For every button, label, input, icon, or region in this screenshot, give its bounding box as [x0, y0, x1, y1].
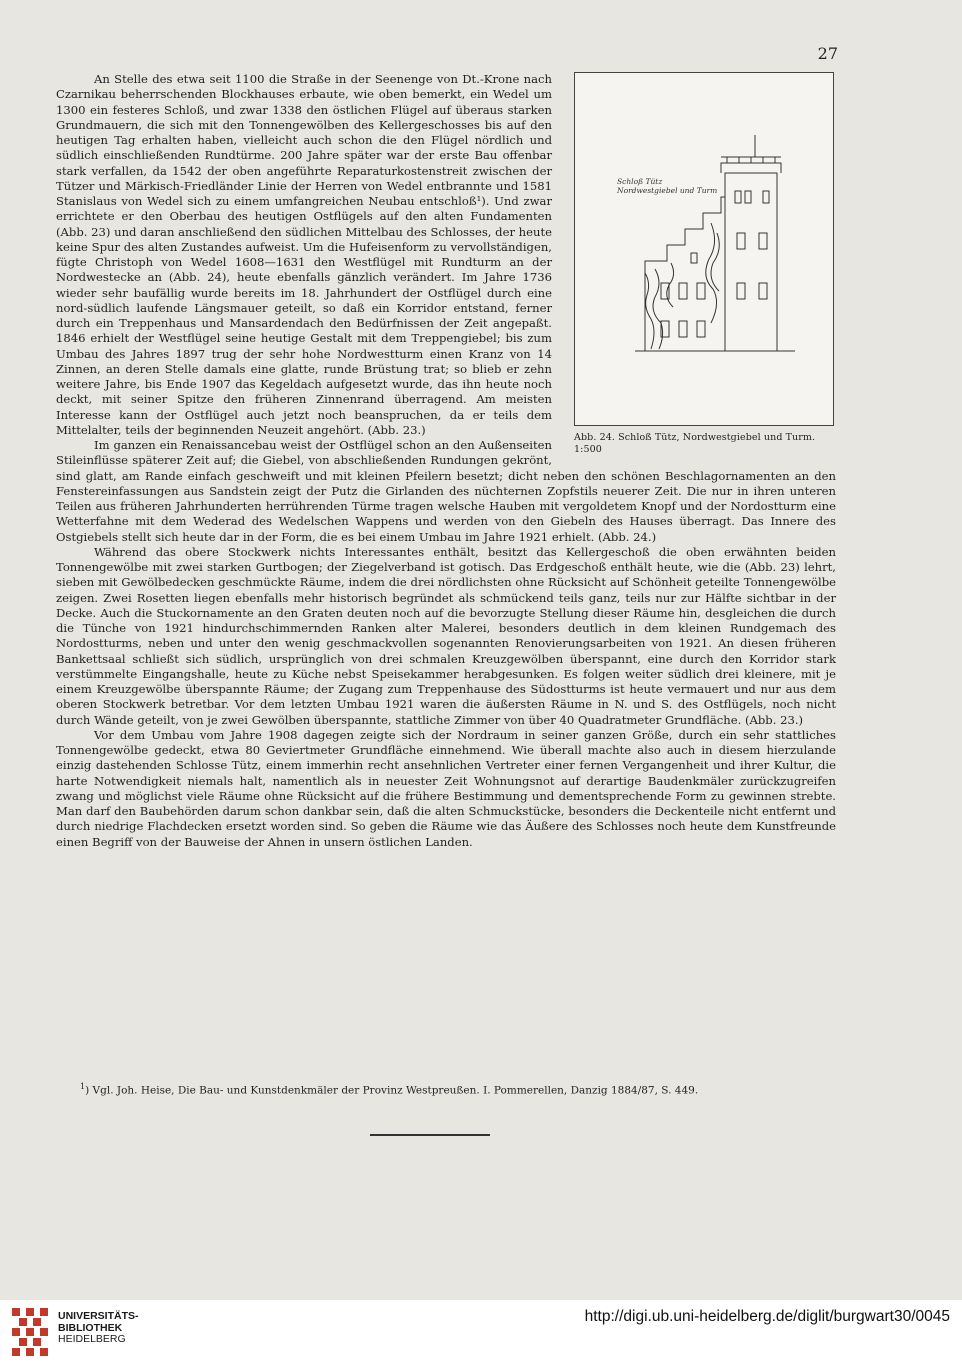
figure-inscription-title: Schloß Tütz	[617, 177, 663, 186]
footnote-mark: 1	[80, 1082, 86, 1091]
paragraph: Vor dem Umbau vom Jahre 1908 dagegen zeigte sich der Nordraum in seiner ganzen Größe, durch ein sehr stattliches Tonnengewölbe gedeckt, etwa 80 Geviertmeter Grundfläche einnehmend. Wie überall machte also auch in diesem hierzulande einzig dastehenden Schlosse Tütz, einem immerhin recht ansehnlichen Vertreter einer fernen Vergangenheit und ihrer Kultur, die harte Notwendigkeit niemals halt, namentlich als in neuester Zeit Wohnungsnot auf derartige Baudenkmäler zurückzugreifen zwang und möglichst viele Räume ohne Rücksicht auf die frühere Bestimmung und dementsprechende Form zu gewinnen strebte. Man darf den Baubehörden darum schon dankbar sein, daß die alten Schmuckstücke, besonders die Deckenteile nicht entfernt und durch niedrige Flachdecken ersetzt worden sind. So geben die Räume wie das Äußere des Schlosses noch heute dem Kunstfreunde einen Begriff von der Bauweise der Ahnen in unsern östlichen Landen.	[56, 727, 836, 849]
paragraph: An Stelle des etwa seit 1100 die Straße in der Seenenge von Dt.-Krone nach Czarnikau beherrschenden Blockhauses erbaute, wie oben bemerkt, ein Wedel um 1300 ein festeres Schloß, und zwar 1338 den östlichen Flügel auf überaus starken Grundmauern, die sich mit den Tonnengewölben des Kellergeschosses bis auf den heutigen Tag erhalten haben, vielleicht auch schon die den Flügel nördlich und südlich einschließenden Rundtürme. 200 Jahre später war der erste Bau offenbar stark verfallen, da 1542 der oben angeführte Reparaturkostenstreit zwischen der Tützer und Märkisch-Friedländer Linie der Herren von Wedel entbrannte und 1581 Stanislaus von Wedel sich zu einem umfangreichen Neubau entschloß¹). Und zwar errichtete er den Oberbau des heutigen Ostflügels auf den alten Fundamenten (Abb. 23) und daran anschließend den südlichen Mittelbau des Schlosses, der heute keine Spur des alten Zustandes aufweist. Um die Hufeisenform zu vervollständigen, fügte Christoph von Wedel 1608—1631 den Westflügel mit Rundturm an der Nordwestecke an (Abb. 24), heute ebenfalls gänzlich verändert. Im Jahre 1736 wieder sehr baufällig wurde bereits im 18. Jahrhundert der Ostflügel durch eine nord-südlich laufende Längsmauer geteilt, so daß ein Korridor entstand, ferner durch ein Treppenhaus und Mansardendach den Bedürfnissen der Zeit angepaßt. 1846 erhielt der Westflügel seine heutige Gestalt mit dem Treppengiebel; bis zum Umbau des Jahres 1897 trug der sehr hohe Nordwestturm einen Kranz von 14 Zinnen, an deren Stelle damals eine glatte, runde Brüstung trat; so blieb er zehn weitere Jahre, bis Ende 1907 das Kegeldach aufgesetzt wurde, das ihn heute noch deckt, mit seiner Spitze den früheren Zinnenrand überragend. Am meisten Interesse kann der Ostflügel auch jetzt noch beanspruchen, da er teils dem Mittelalter, teils der beginnenden Neuzeit angehört. (Abb. 23.)	[56, 72, 552, 437]
body-text	[56, 72, 836, 850]
page-number: 27	[817, 44, 838, 63]
paragraph: Im ganzen ein Renaissancebau weist der Ostflügel schon an den Außenseiten Stileinflüsse späterer Zeit auf; die Giebel, von abschließenden Rundungen gekrönt, sind glatt, am Rande einfach geschweift und mit kleinen Pfeilern besetzt; dicht neben den schönen Beschlagornamenten an den Fenstereinfassungen aus Sandstein zeigt der Putz die Girlanden des nüchternen Zopfstils neuerer Zeit. Die nur in ihren unteren Teilen aus früheren Jahrhunderten herrührenden Türme tragen welsche Hauben mit vergoldetem Knopf und der Nordostturm eine Wetterfahne mit dem Wederad des Wedelschen Wappens und werden von den Giebeln des Hauses überragt. Das Innere des Ostgiebels stellt sich heute dar in der Form, die es bei einem Umbau im Jahre 1921 erhielt. (Abb. 24.)	[56, 438, 836, 544]
figure-abb-24	[564, 72, 836, 462]
source-url-link[interactable]: http://digi.ub.uni-heidelberg.de/diglit/burgwart30/0045	[584, 1308, 950, 1325]
university-library-logo-icon	[8, 1304, 52, 1358]
figure-caption	[574, 432, 836, 456]
library-name-line3: HEIDELBERG	[58, 1333, 126, 1345]
figure-caption-scale: 1:500	[574, 444, 602, 455]
library-name	[58, 1311, 139, 1346]
end-rule	[370, 1134, 490, 1136]
footnote	[80, 1080, 840, 1098]
footnote-text: ) Vgl. Joh. Heise, Die Bau- und Kunstdenkmäler der Provinz Westpreußen. I. Pommerellen, Danzig 1884/87, S. 449.	[85, 1084, 699, 1097]
figure-drawing-frame	[574, 72, 834, 426]
castle-sketch-drawing	[575, 73, 833, 425]
library-name-line1: UNIVERSITÄTS-	[58, 1310, 139, 1322]
figure-inscription-subtitle: Nordwestgiebel und Turm	[617, 186, 718, 195]
figure-caption-title: Abb. 24. Schloß Tütz, Nordwestgiebel und Turm.	[574, 432, 816, 443]
paragraph: Während das obere Stockwerk nichts Interessantes enthält, besitzt das Kellergeschoß die oben erwähnten beiden Tonnengewölbe mit zwei starken Gurtbogen; der Ziegelverband ist gotisch. Das Erdgeschoß enthält heute, wie die (Abb. 23) lehrt, sieben mit Gewölbedecken geschmückte Räume, indem die drei nördlichsten ohne Rücksicht auf Schönheit geteilte Tonnengewölbe zeigen. Zwei Rosetten liegen ebenfalls mehr historisch begründet als schmückend teils ganz, teils nur zur Hälfte sichtbar in der Decke. Auch die Stuckornamente an den Graten deuten noch auf die bevorzugte Stellung dieser Räume hin, desgleichen die durch die Tünche von 1921 hindurchschimmernden Ranken alter Malerei, besonders deutlich in dem kleinen Rundgemach des Nordostturms, neben und unter den wenig geschmackvollen sogenannten Renovierungsarbeiten von 1921. An diesen früheren Bankettsaal schließt sich südlich, ursprünglich von drei schmalen Kreuzgewölben überspannt, eine durch den Korridor stark verstümmelte Eingangshalle, heute zu Küche nebst Speisekammer herabgesunken. Es folgen weiter südlich drei kleinere, mit je einem Kreuzgewölbe überspannte Räume; der Zugang zum Treppenhause des Südostturms ist heute vermauert und nur aus dem oberen Stockwerk betretbar. Vor dem letzten Umbau 1921 waren die äußersten Räume in N. und S. des Ostflügels, noch nicht durch Wände geteilt, von je zwei Gewölben überspannte, stattliche Zimmer von über 40 Quadratmeter Grundfläche. (Abb. 23.)	[56, 544, 836, 727]
library-name-line2: BIBLIOTHEK	[58, 1321, 123, 1334]
